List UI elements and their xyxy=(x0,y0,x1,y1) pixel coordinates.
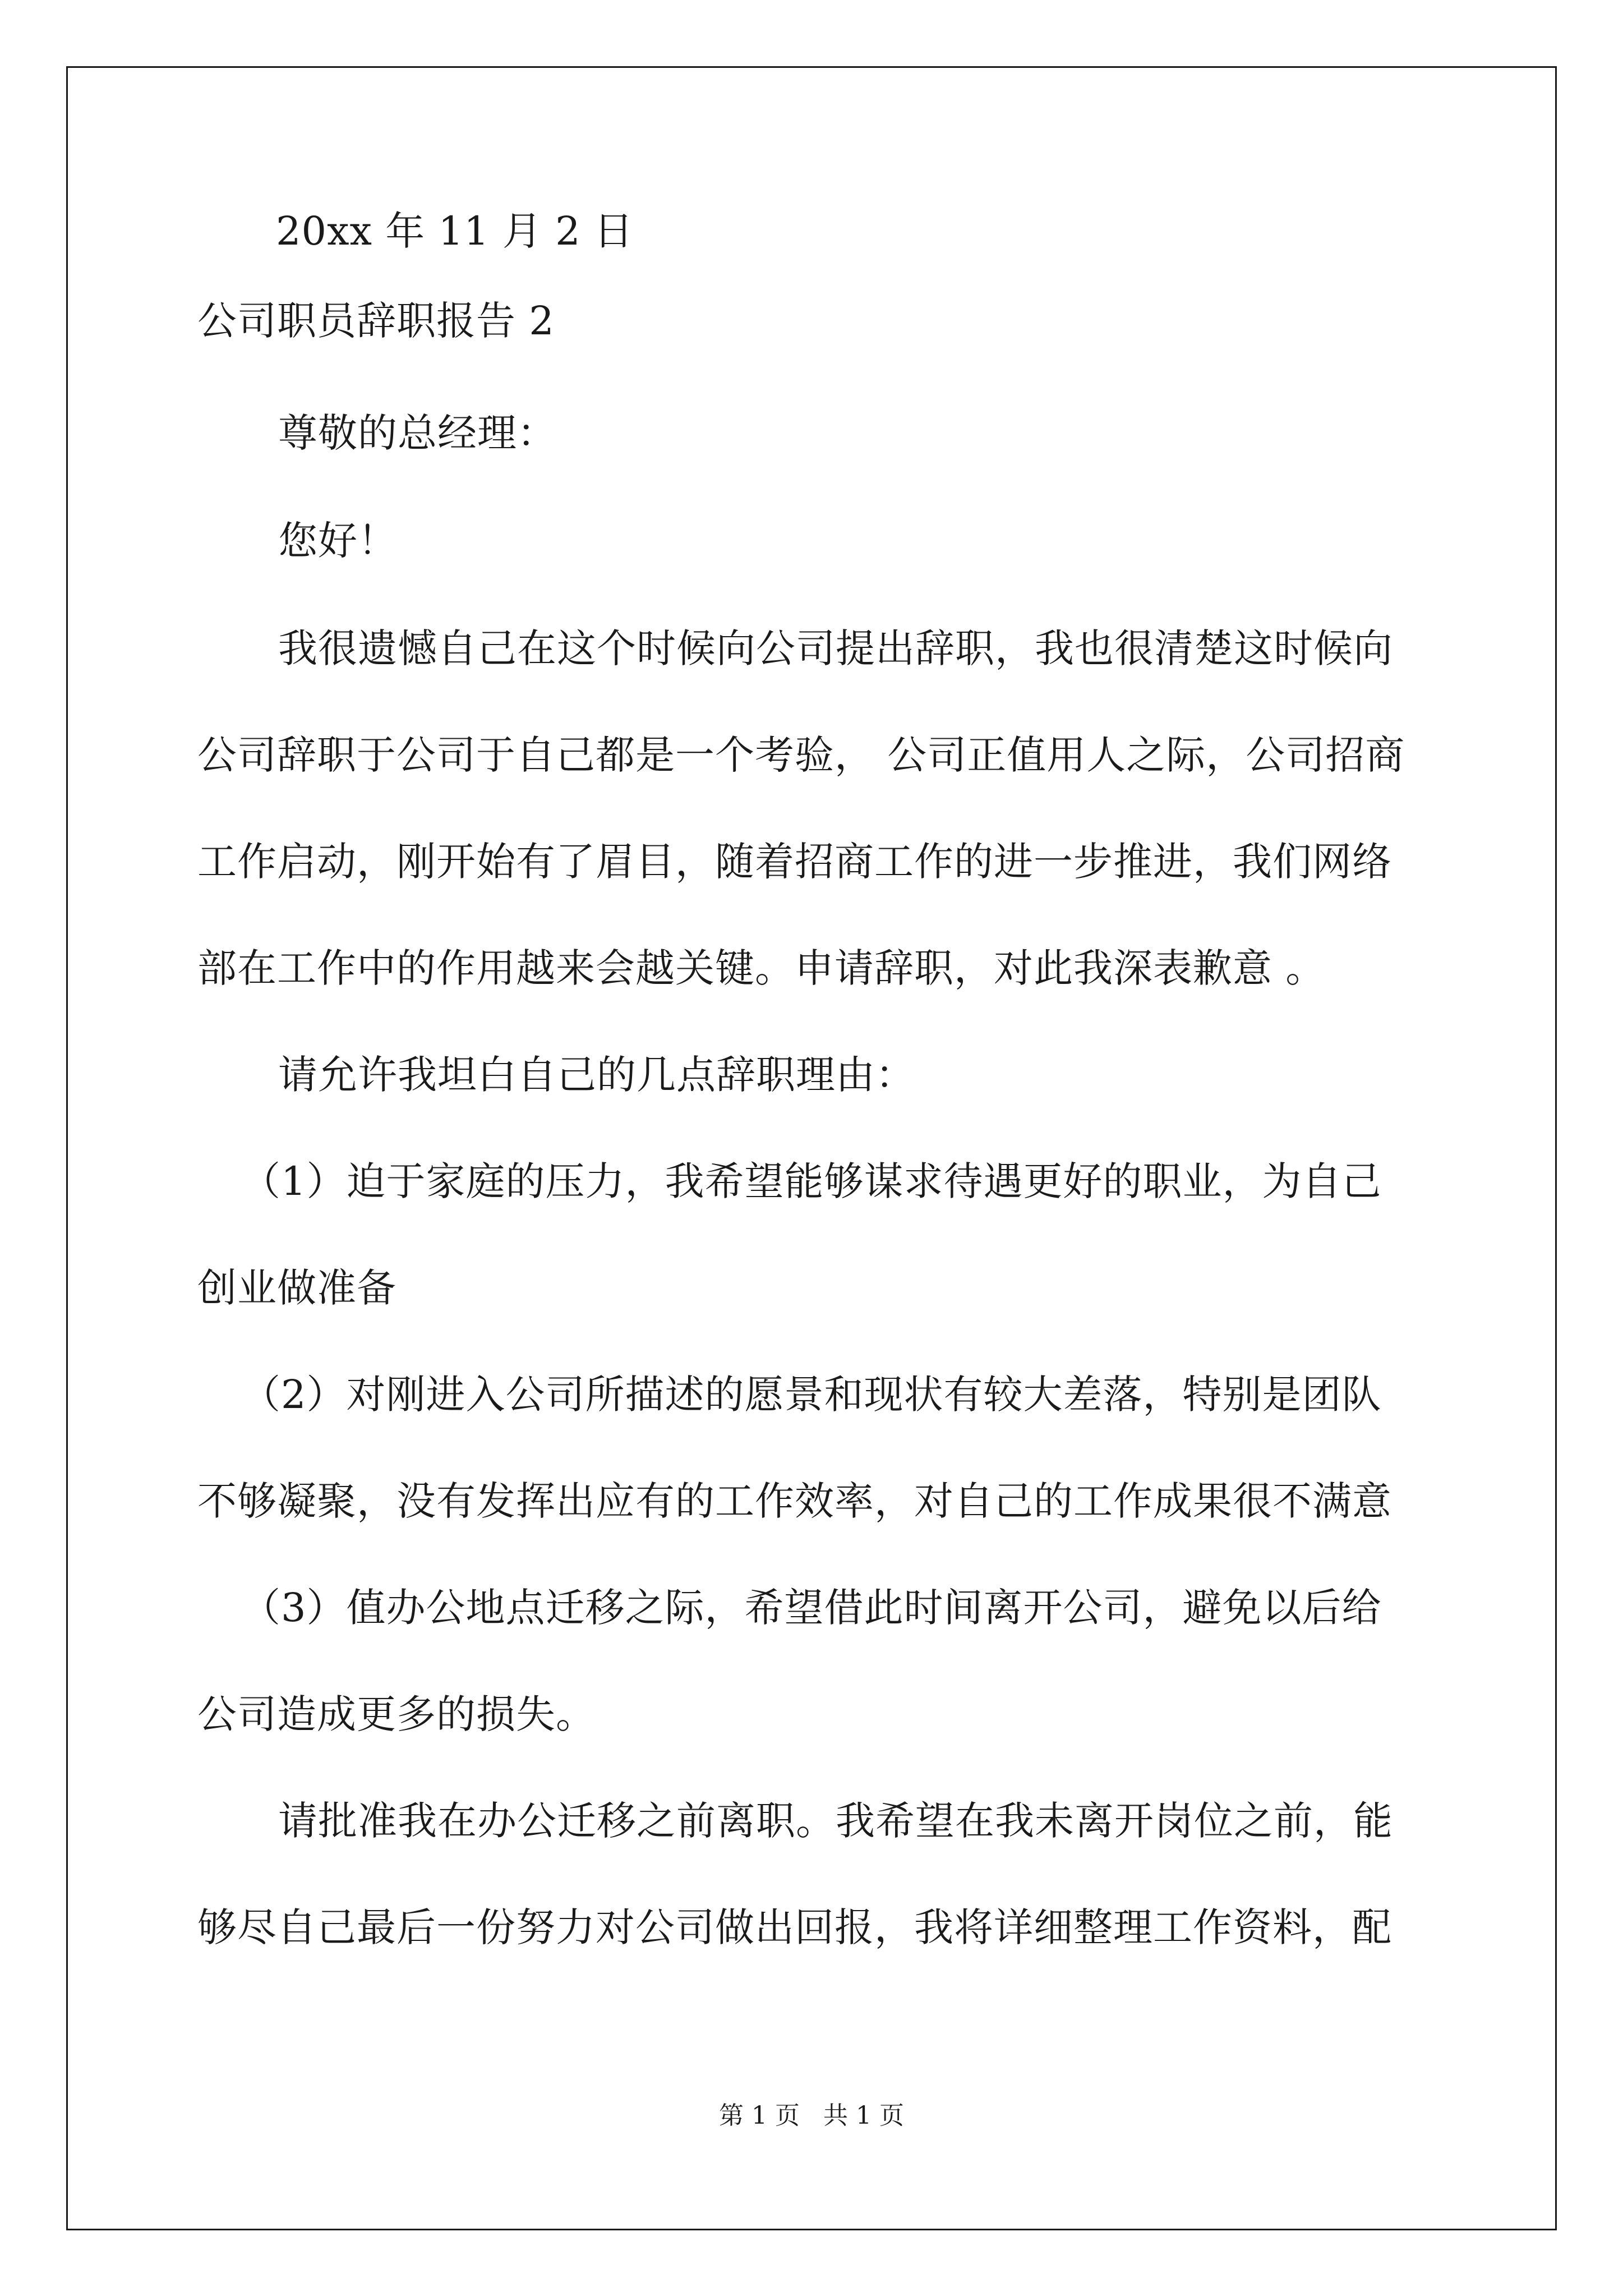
paragraph-line: 够尽自己最后一份努力对公司做出回报，我将详细整理工作资料，配 xyxy=(197,1904,1392,1950)
salutation: 尊敬的总经理： xyxy=(278,410,557,456)
paragraph-line: 创业做准备 xyxy=(197,1265,396,1311)
paragraph-line: （3）值办公地点迁移之际，希望借此时间离开公司，避免以后给 xyxy=(241,1585,1382,1631)
paragraph-line: 请批准我在办公迁移之前离职。我希望在我未离开岗位之前，能 xyxy=(278,1798,1393,1844)
document-title: 公司职员辞职报告 2 xyxy=(197,298,555,344)
greeting: 您好！ xyxy=(278,518,398,564)
page-footer: 第 1 页 共 1 页 xyxy=(719,2101,904,2130)
paragraph-line: （1）迫于家庭的压力，我希望能够谋求待遇更好的职业，为自己 xyxy=(241,1158,1382,1204)
date-line: 20xx 年 11 月 2 日 xyxy=(276,208,634,254)
paragraph-line: 公司造成更多的损失。 xyxy=(197,1691,596,1737)
paragraph-line: 部在工作中的作用越来会越关键。申请辞职，对此我深表歉意 。 xyxy=(197,945,1326,991)
paragraph-line: 请允许我坦白自己的几点辞职理由： xyxy=(278,1052,915,1098)
paragraph-line: 公司辞职于公司于自己都是一个考验， 公司正值用人之际，公司招商 xyxy=(197,732,1405,778)
paragraph-line: 我很遗憾自己在这个时候向公司提出辞职，我也很清楚这时候向 xyxy=(278,625,1393,671)
paragraph-line: 工作启动，刚开始有了眉目，随着招商工作的进一步推进，我们网络 xyxy=(197,839,1392,885)
paragraph-line: 不够凝聚，没有发挥出应有的工作效率，对自己的工作成果很不满意 xyxy=(197,1478,1392,1524)
paragraph-line: （2）对刚进入公司所描述的愿景和现状有较大差落，特别是团队 xyxy=(241,1372,1382,1418)
